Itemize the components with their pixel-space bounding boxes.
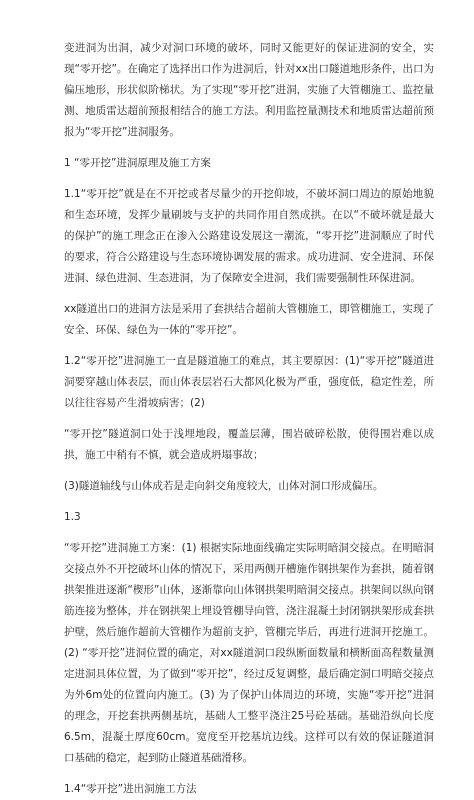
body-paragraph: “零开挖”隧道洞口处于浅埋地段，覆盖层薄，围岩破碎松散，使得围岩难以成拱，施工中稍有不慎，就会造成坍塌事故； <box>64 428 434 461</box>
body-paragraph: 1.1“零开挖”就是在不开挖或者尽量少的开挖仰坡，不破坏洞口周边的原始地貌和生态环境，发挥少量刷坡与支护的共同作用自然成拱。在以“不破坏就是最大的保护”的施工理念正在渗入公路建设发展这一潮流，“零开挖”进洞顺应了时代的要求，符合公路建设与生态环境协调发展的需求。成功进洞、安全进洞、环保进洞、绿色进洞、生态进洞，为了保障安全进洞，我们需要强制性环保进洞。 <box>64 188 434 284</box>
body-paragraph: 1.2“零开挖”进洞施工一直是隧道施工的难点，其主要原因：(1)“零开挖”隧道进洞要穿越山体表层，而山体表层岩石大都风化极为严重，强度低，稳定性差，所以往往容易产生滑坡病害；(2) <box>64 355 434 409</box>
body-paragraph: “零开挖”进洞施工方案：(1) 根据实际地面线确定实际明暗洞交接点。在明暗洞交接点外不开挖破坏山体的情况下，采用两侧开槽施作钢拱架作为套拱，随着钢拱架推进逐渐“楔形”山体，逐渐靠向山体钢拱架明暗洞交接点。拱架间以纵向钢筋连接为整体，并在钢拱架上埋设管棚导向管，浇注混凝土封闭钢拱架形成套拱护壁，然后施作超前大管棚作为超前支护，管棚完毕后，再进行进洞开挖施工。(2) “零开挖”进洞位置的确定，对xx隧道洞口段纵断面数量和横断面高程数量测定进洞具体位置，为了做到“零开挖”，经过反复调整，最后确定洞口明暗交接点为外6m处的位置向内施工。(3) 为了保护山体周边的环境，实施“零开挖”进洞的理念，开挖套拱两侧基坑，基础人工整平浇注25号砼基础。基础沿纵向长度6.5m，混凝土厚度60cm。宽度至开挖基坑边线。这样可以有效的保证隧道洞口基础的稳定，起到防止隧道基础滑移。 <box>64 542 434 764</box>
intro-paragraph: 变进洞为出洞，减少对洞口环境的破坏，同时又能更好的保证进洞的安全，实现“零开挖”。在确定了选择出口作为进洞后，针对xx出口隧道地形条件，出口为偏压地形，形状似阶梯状。为了实现“零开挖”进洞，实施了大管棚施工、监控量测、地质雷达超前预报相结合的施工方法。利用监控量测技术和地质雷达超前预报为“零开挖”进洞服务。 <box>64 42 434 138</box>
body-paragraph: xx隧道出口的进洞方法是采用了套拱结合超前大管棚施工，即管棚施工，实现了安全、环保、绿色为一体的“零开挖”。 <box>64 303 434 336</box>
section-heading: 1 “零开挖”进洞原理及施工方案 <box>64 157 211 169</box>
section-number: 1.3 <box>64 511 81 523</box>
section-heading: 1.4“零开挖”进出洞施工方法 <box>64 783 197 795</box>
body-paragraph: (3)隧道轴线与山体成若是走向斜交角度较大，山体对洞口形成偏压。 <box>64 480 384 492</box>
